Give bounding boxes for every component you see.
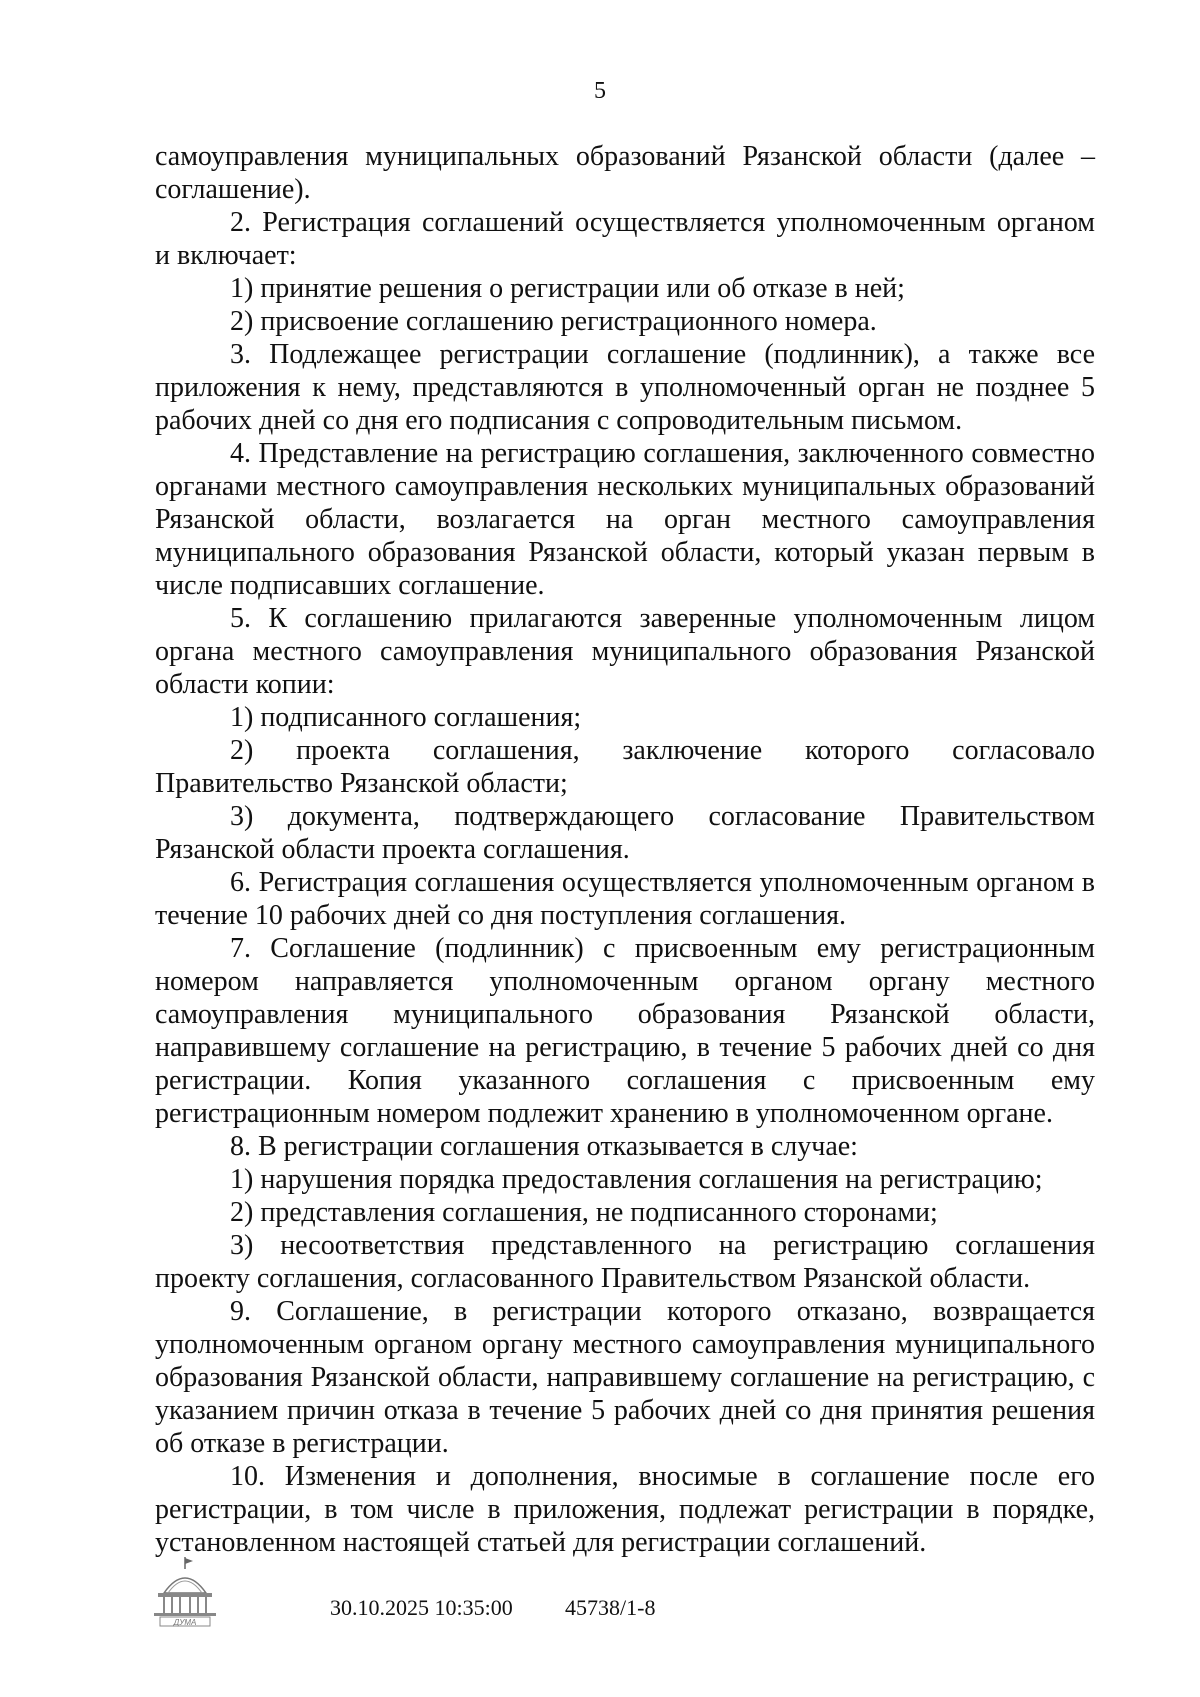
list-item: 2) присвоение соглашению регистрационного номера. (230, 306, 877, 337)
list-item: 3) документа, подтверждающего согласование Правительством Рязанской области проекта соглашения. (155, 801, 1095, 865)
footer-document-code: 45738/1-8 (565, 1595, 656, 1620)
svg-text:ДУМА: ДУМА (173, 1618, 197, 1627)
list-item: 1) принятие решения о регистрации или об отказе в ней; (230, 273, 905, 304)
page-number: 5 (594, 78, 606, 104)
paragraph: 5. К соглашению прилагаются заверенные уполномоченным лицом органа местного самоуправления муниципального образования Рязанской области копии: (155, 603, 1095, 700)
list-item: 2) проекта соглашения, заключение которого согласовало Правительство Рязанской области; (155, 735, 1095, 799)
paragraph: 4. Представление на регистрацию соглашения, заключенного совместно органами местного самоуправления нескольких муниципальных образований Рязанской области, возлагается на орган местного самоуправления муниципального образования Рязанской области, который указан первым в числе подписавших соглашение. (155, 438, 1095, 601)
paragraph: самоуправления муниципальных образований Рязанской области (далее – соглашение). (155, 141, 1095, 205)
list-item: 1) нарушения порядка предоставления соглашения на регистрацию; (230, 1164, 1043, 1195)
paragraph: 3. Подлежащее регистрации соглашение (подлинник), а также все приложения к нему, представляются в уполномоченный орган не позднее 5 рабочих дней со дня его подписания с сопроводительным письмом. (155, 339, 1095, 436)
duma-logo-icon (150, 1555, 220, 1631)
paragraph: 8. В регистрации соглашения отказывается в случае: (230, 1131, 858, 1162)
paragraph: 10. Изменения и дополнения, вносимые в соглашение после его регистрации, в том числе в приложения, подлежат регистрации в порядке, установленном настоящей статьей для регистрации соглашений. (155, 1461, 1095, 1558)
list-item: 2) представления соглашения, не подписанного сторонами; (230, 1197, 938, 1228)
footer-timestamp: 30.10.2025 10:35:00 (330, 1595, 513, 1620)
paragraph: 6. Регистрация соглашения осуществляется уполномоченным органом в течение 10 рабочих дней со дня поступления соглашения. (155, 867, 1095, 931)
paragraph: 2. Регистрация соглашений осуществляется уполномоченным органом и включает: (155, 207, 1095, 271)
paragraph: 9. Соглашение, в регистрации которого отказано, возвращается уполномоченным органом органу местного самоуправления муниципального образования Рязанской области, направившему соглашение на регистрацию, с указанием причин отказа в течение 5 рабочих дней со дня принятия решения об отказе в регистрации. (155, 1296, 1095, 1459)
list-item: 1) подписанного соглашения; (230, 702, 582, 733)
paragraph: 7. Соглашение (подлинник) с присвоенным ему регистрационным номером направляется уполномоченным органом органу местного самоуправления муниципального образования Рязанской области, направившему соглашение на регистрацию, в течение 5 рабочих дней со дня регистрации. Копия указанного соглашения с присвоенным ему регистрационным номером подлежит хранению в уполномоченном органе. (155, 933, 1095, 1129)
document-body (155, 140, 1095, 1559)
list-item: 3) несоответствия представленного на регистрацию соглашения проекту соглашения, согласованного Правительством Рязанской области. (155, 1230, 1095, 1294)
document-footer (150, 1555, 1150, 1635)
